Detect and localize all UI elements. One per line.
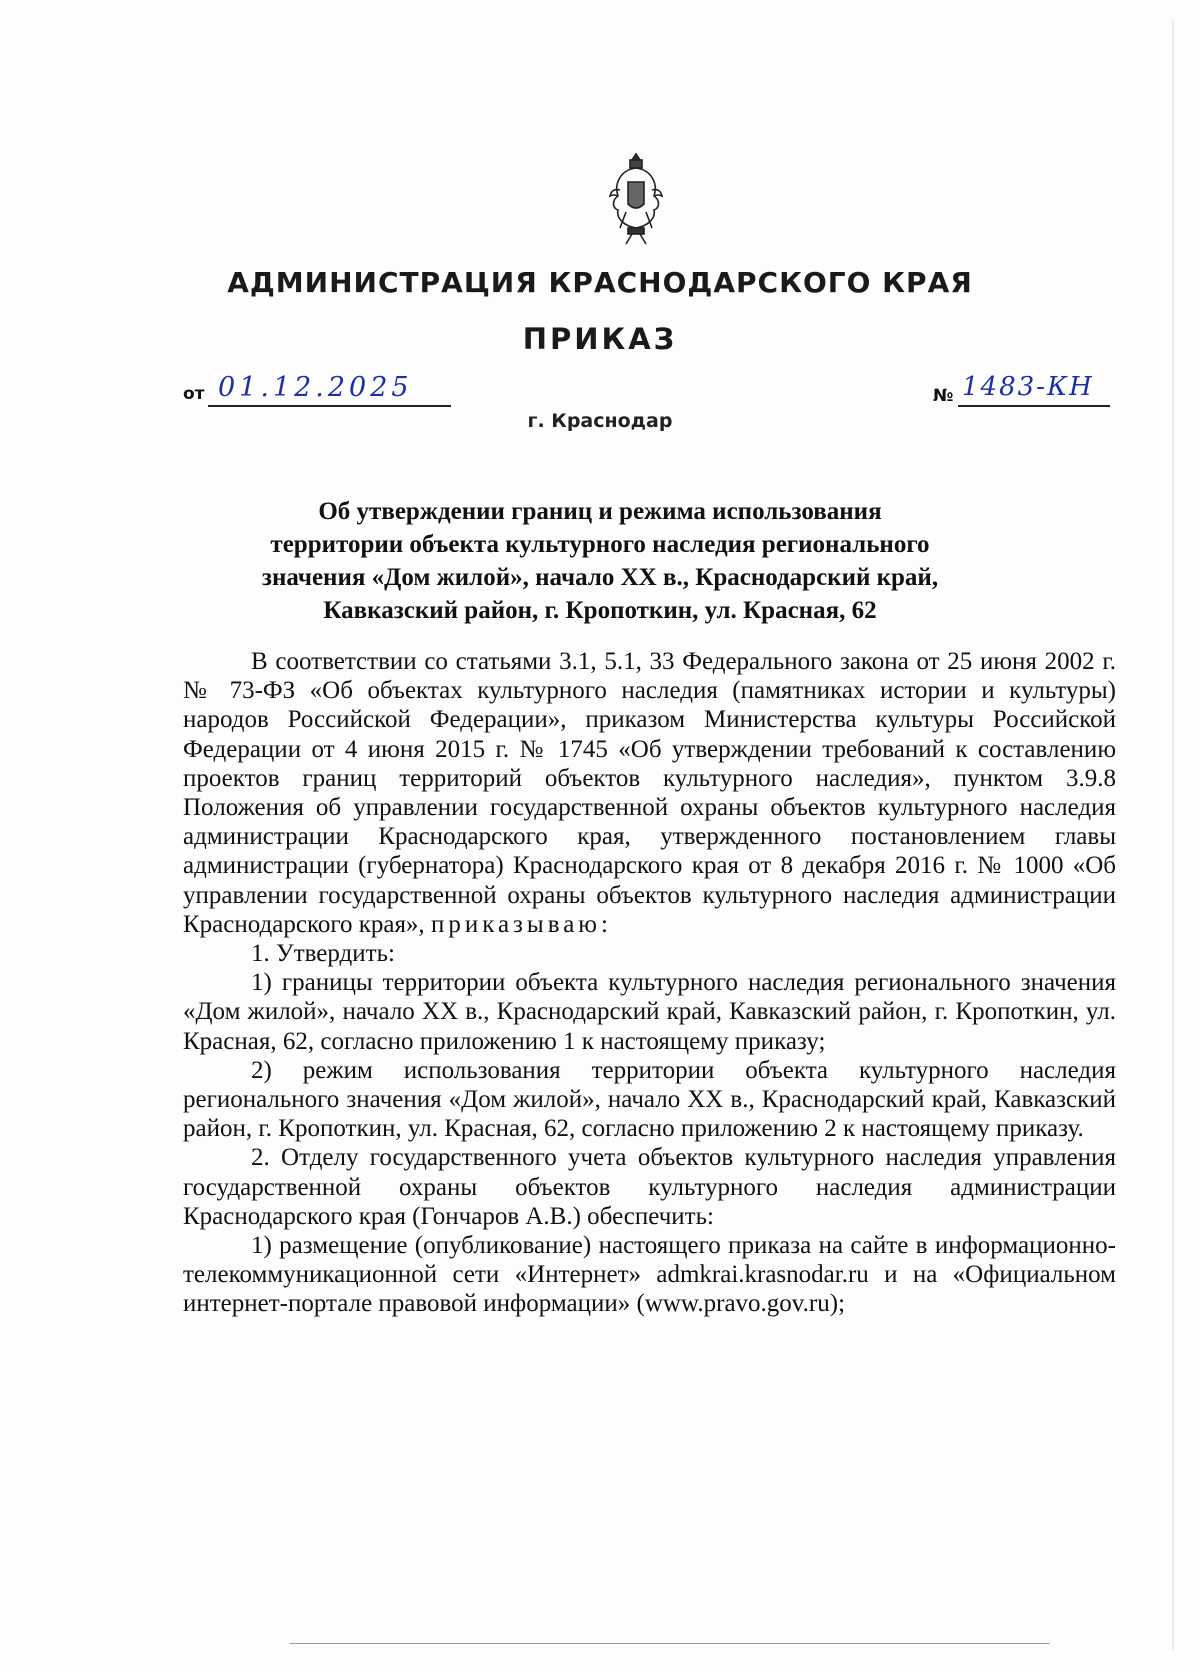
- item-1: 1. Утвердить:: [251, 940, 395, 968]
- document-body: [183, 647, 1116, 1319]
- date-label: от: [183, 384, 205, 404]
- item-2-1: 1) размещение (опубликование) настоящего приказа на сайте в информационно-телекоммуникационной сети «Интернет» admkrai.krasnodar.ru и на «Официальном интернет-портале правовой информации» (www.pravo.gov.ru);: [183, 1232, 1116, 1318]
- page-bottom-rule: [290, 1643, 1050, 1644]
- handwritten-number: 1483-КН: [962, 372, 1094, 402]
- preamble-text: В соответствии со статьями 3.1, 5.1, 33 Федерального закона от 25 июня 2002 г. № 73-ФЗ «Об объектах культурного наследия (памятниках истории и культуры) народов Российской Федерации», приказом Министерства культуры Российской Федерации от 4 июня 2015 г. № 1745 «Об утверждении требований к составлению проектов границ территорий объектов культурного наследия», пунктом 3.9.8 Положения об управлении государственной охраны объектов культурного наследия администрации Краснодарского края, утвержденного постановлением главы администрации (губернатора) Краснодарского края от 8 декабря 2016 г. № 1000 «Об управлении государственной охраны объектов культурного наследия администрации Краснодарского края»,: [183, 648, 1116, 938]
- title-line: Об утверждении границ и режима использования: [318, 498, 882, 525]
- krasnodar-coat-of-arms-icon: [606, 148, 666, 248]
- scan-edge-shadow: [1172, 20, 1174, 1650]
- title-line: значения «Дом жилой», начало XX в., Краснодарский край,: [261, 564, 939, 591]
- number-underline: [958, 405, 1110, 407]
- preamble-paragraph: [183, 647, 1116, 939]
- city: г. Краснодар: [527, 410, 673, 432]
- organization-name: АДМИНИСТРАЦИЯ КРАСНОДАРСКОГО КРАЯ: [227, 266, 973, 299]
- document-title: [160, 495, 1040, 627]
- number-label: №: [933, 386, 954, 406]
- item-1-1: 1) границы территории объекта культурного наследия регионального значения «Дом жилой», начало XX в., Краснодарский край, Кавказский район, г. Кропоткин, ул. Красная, 62, согласно приложению 1 к настоящему приказу;: [183, 969, 1116, 1055]
- title-line: территории объекта культурного наследия регионального: [270, 531, 930, 558]
- item-1-2: 2) режим использования территории объекта культурного наследия регионального значения «Дом жилой», начало XX в., Краснодарский край, Кавказский район, г. Кропоткин, ул. Красная, 62, согласно приложению 2 к настоящему приказу.: [183, 1056, 1116, 1143]
- handwritten-date: 01.12.2025: [218, 372, 413, 403]
- title-line: Кавказский район, г. Кропоткин, ул. Красная, 62: [323, 597, 877, 624]
- order-word: приказываю:: [430, 910, 612, 938]
- document-type: ПРИКАЗ: [522, 322, 678, 356]
- item-2: 2. Отделу государственного учета объектов культурного наследия управления государственной охраны объектов культурного наследия администрации Краснодарского края (Гончаров А.В.) обеспечить:: [183, 1144, 1116, 1230]
- date-underline: [208, 405, 451, 407]
